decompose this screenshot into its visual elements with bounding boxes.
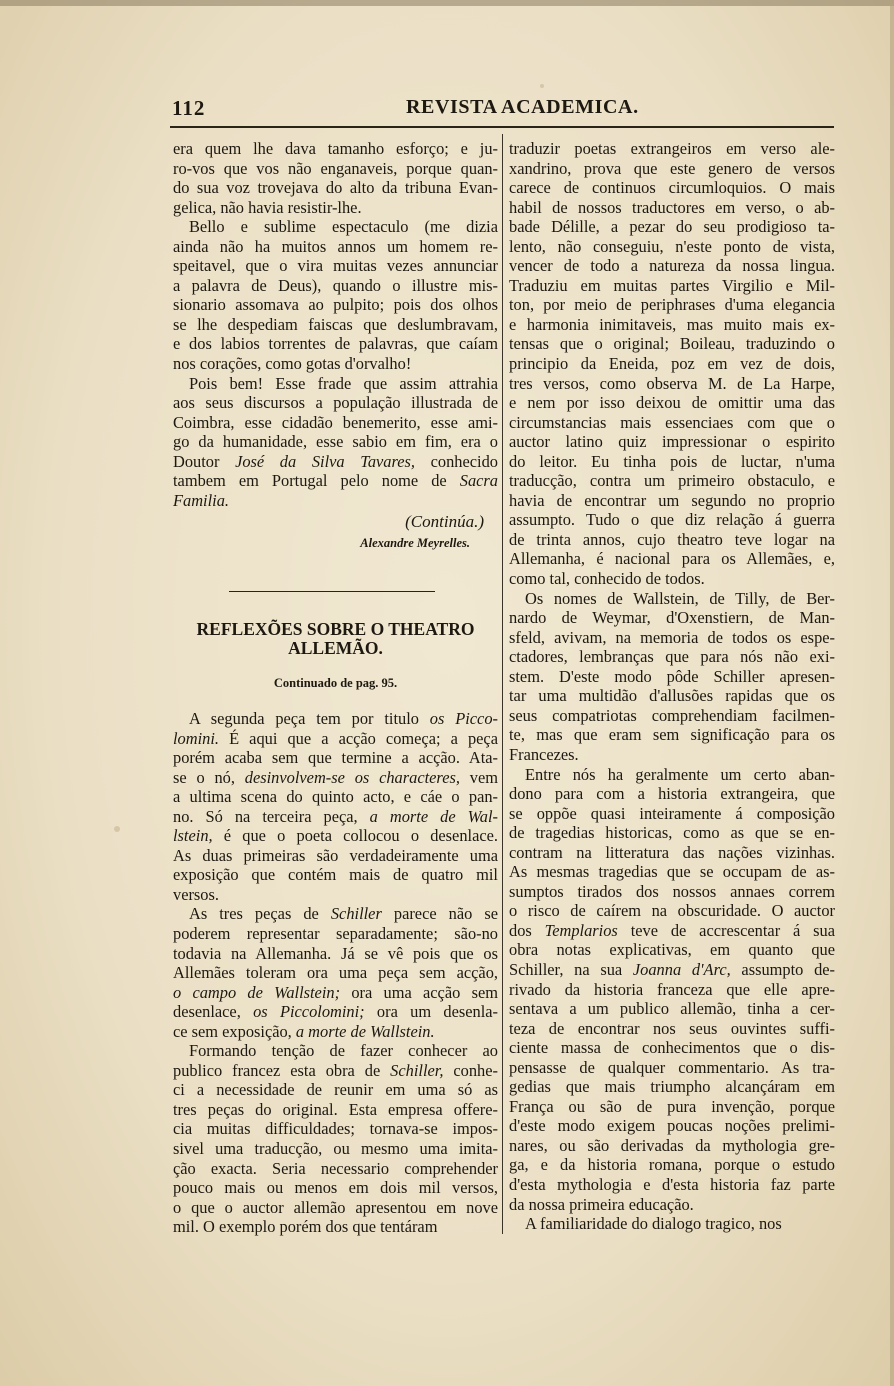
text-line: pensasse de qualquer commentario. As tra-: [509, 1057, 835, 1077]
paper-spot: [114, 826, 120, 832]
text-line: tres peças do original. Esta empresa offere-: [173, 1099, 498, 1119]
text-line: assumpto. Tudo o que diz relação á guerra: [509, 510, 835, 530]
text-line: França ou são de pura invenção, porque: [509, 1096, 835, 1116]
continuation-note: Continuado de pag. 95.: [273, 676, 398, 690]
text-line: sfeld, avivam, na memoria de todos os espe-: [509, 627, 835, 647]
text-line: de tragedias historicas, como as que se en-: [509, 823, 835, 843]
text-line: go da humanidade, esse sabio em fim, era o: [173, 432, 498, 452]
text-line: As duas primeiras são verdadeiramente uma: [173, 845, 498, 865]
text-line: de trinta annos, cujo theatro teve logar na: [509, 529, 835, 549]
text-line: ton, por meio de periphrases d'uma elegancia: [509, 295, 835, 315]
text-line: lento, não conseguiu, n'este ponto de vista,: [509, 236, 835, 256]
article-title: [173, 620, 498, 658]
text-line: o que o auctor allemão apresentou em nove: [173, 1197, 498, 1217]
text-line: Pois bem! Esse frade que assim attrahia: [189, 373, 498, 393]
text-line: nardo de Weymar, d'Oxenstiern, de Man-: [509, 608, 835, 628]
text-line: sivel uma traducção, ou mesmo uma imita-: [173, 1139, 498, 1159]
text-line: carece de continuos circumloquios. O mais: [509, 178, 835, 198]
text-line: traducção, contra um primeiro obstaculo, e: [509, 471, 835, 491]
text-line: versos.: [173, 884, 219, 904]
text-line: dos Templarios teve de accrescentar á sua: [509, 920, 835, 940]
text-line: aos seus discursos a população illustrada de: [173, 393, 498, 413]
text-line: habil de nossos traductores em verso, o ab-: [509, 197, 835, 217]
text-line: ctadores, lembranças que para nós não exi-: [509, 647, 835, 667]
text-line: e dos labios torrentes de palavras, que caíam: [173, 334, 498, 354]
page-edge-shadow: [0, 0, 894, 6]
text-line: todavia na Allemanha. Já se vê pois que os: [173, 943, 498, 963]
article-title-line-2: ALLEMÃO.: [288, 638, 383, 658]
text-line: sentava a um publico allemão, tinha a cer-: [509, 999, 835, 1019]
text-line: desenlace, os Piccolomini; ora um desenla-: [173, 1002, 498, 1022]
text-line: tar uma multidão d'allusões rapidas que os: [509, 686, 835, 706]
text-line: seus compatriotas comprehendiam facilmen-: [509, 705, 835, 725]
text-line: traduzir poetas extrangeiros em verso ale-: [509, 139, 835, 158]
running-head: REVISTA ACADEMICA.: [406, 96, 639, 118]
text-line: havia de encontrar um segundo no proprio: [509, 490, 835, 510]
text-line: lomini. É aqui que a acção começa; a peça: [173, 728, 498, 748]
text-line: se lhe despediam faiscas que deslumbravam,: [173, 314, 498, 334]
text-line: te, mas que eram sem significação para os: [509, 725, 835, 745]
text-line: principio da Eneida, poz em vez de dois,: [509, 354, 835, 374]
text-line: As tres peças de Schiller parece não se: [189, 904, 498, 924]
text-line: vencer de todo a natureza da nossa lingua.: [509, 256, 835, 276]
text-line: Os nomes de Wallstein, de Tilly, de Ber-: [525, 588, 835, 608]
text-line: contram na litteratura das nações vizinhas.: [509, 842, 835, 862]
text-line: era quem lhe dava tamanho esforço; e ju-: [173, 139, 498, 158]
text-line: teza de encontrar nos seus ouvintes suffi-: [509, 1018, 835, 1038]
text-line: Francezes.: [509, 744, 579, 764]
text-line: ci a necessidade de reunir em uma só as: [173, 1080, 498, 1100]
text-line: e harmonia inimitaveis, mas muito mais ex-: [509, 314, 835, 334]
text-line: obra notas explicativas, em quanto que: [509, 940, 835, 960]
page-edge-shadow-right: [890, 0, 894, 1386]
text-line: bade Délille, a pezar do seu prodigioso ta-: [509, 217, 835, 237]
text-line: As mesmas tragedias que se occupam de as-: [509, 862, 835, 882]
text-line: ção exacta. Seria necessario comprehender: [173, 1158, 498, 1178]
text-line: A familiaridade do dialogo tragico, nos: [525, 1214, 782, 1234]
text-line: Schiller, na sua Joanna d'Arc, assumpto de-: [509, 959, 835, 979]
text-line: no. Só na terceira peça, a morte de Wal-: [173, 806, 498, 826]
text-line: dono para com a historia extrangeira, que: [509, 784, 835, 804]
text-line: cia muitas difficuldades; tornava-se impos-: [173, 1119, 498, 1139]
text-line: Traduziu em muitas partes Virgilio e Mil-: [509, 275, 835, 295]
column-divider: [502, 134, 503, 1234]
text-line: a palavra de Deus), quando o illustre mis-: [173, 275, 498, 295]
article-title-line-1: REFLEXÕES SOBRE O THEATRO: [196, 619, 475, 639]
text-line: speitavel, que o vira muitas vezes annunciar: [173, 256, 498, 276]
text-line: se o nó, desinvolvem-se os characteres, vem: [173, 767, 498, 787]
text-line: mil. O exemplo porém dos que tentáram: [173, 1217, 438, 1237]
right-column: [509, 139, 835, 1234]
text-line: sumptos tirados dos nossos annaes correm: [509, 881, 835, 901]
text-line: da nossa primeira educação.: [509, 1194, 694, 1214]
left-column: [173, 139, 498, 552]
text-line: exposição que contém mais de quatro mil: [173, 865, 498, 885]
text-line: porém acaba sem que termine a acção. Ata-: [173, 748, 498, 768]
text-line: circumstancias mais essenciaes com que o: [509, 412, 835, 432]
text-line: a ultima scena do quinto acto, e cáe o pan-: [173, 787, 498, 807]
text-line: d'este modo exigem poucas noções prelimi-: [509, 1116, 835, 1136]
text-line: como tal, conhecido de todos.: [509, 569, 705, 589]
text-line: ciente massa de conhecimentos que o dis-: [509, 1038, 835, 1058]
text-line: tensas que o original; Boileau, traduzindo o: [509, 334, 835, 354]
page-number: 112: [172, 96, 206, 120]
text-line: Bello e sublime espectaculo (me dizia: [189, 217, 498, 237]
text-line: do leitor. Eu tinha pois de luctar, n'uma: [509, 451, 835, 471]
text-line: Allemães toleram ora uma peça sem acção,: [173, 963, 498, 983]
text-line: o campo de Wallstein; ora uma acção sem: [173, 982, 498, 1002]
text-line: Entre nós ha geralmente um certo aban-: [525, 764, 835, 784]
left-column-text: [173, 139, 498, 510]
text-line: d'esta mythologia e d'esta historia faz parte: [509, 1174, 835, 1194]
text-line: sionario assomava ao pulpito; pois dos olhos: [173, 295, 498, 315]
text-line: gedias que mais triumpho alcançáram em: [509, 1077, 835, 1097]
text-line: xandrino, prova que este genero de versos: [509, 158, 835, 178]
text-line: Coimbra, esse cidadão benemerito, esse ami-: [173, 412, 498, 432]
text-line: tambem em Portugal pelo nome de Sacra: [173, 471, 498, 491]
text-line: rivado da historia franceza que elle apre-: [509, 979, 835, 999]
text-line: gelica, não havia resistir-lhe.: [173, 197, 362, 217]
text-line: publico francez esta obra de Schiller, conhe-: [173, 1060, 498, 1080]
text-line: do sua voz trovejava do alto da tribuna Evan-: [173, 178, 498, 198]
text-line: poderem representar separadamente; são-no: [173, 924, 498, 944]
text-line: ro-vos que vos não enganaveis, porque quan-: [173, 158, 498, 178]
paper-spot: [540, 84, 544, 88]
text-line: e nem por isso deixou de omittir uma das: [509, 393, 835, 413]
text-line: Doutor José da Silva Tavares, conhecido: [173, 451, 498, 471]
text-line: A segunda peça tem por titulo os Picco-: [189, 709, 498, 728]
text-line: stem. D'este modo pôde Schiller apresen-: [509, 666, 835, 686]
article-separator: [229, 591, 435, 592]
text-line: ga, e da historia romana, porque o estudo: [509, 1155, 835, 1175]
text-line: tres versos, como observa M. de La Harpe,: [509, 373, 835, 393]
text-line: ce sem exposição, a morte de Wallstein.: [173, 1021, 435, 1041]
left-column-article: [173, 709, 498, 1237]
text-line: ainda não ha muitos annos um homem re-: [173, 236, 498, 256]
text-line: pouco mais ou menos em dois mil versos,: [173, 1178, 498, 1198]
author-signature: Alexandre Meyrelles.: [360, 536, 470, 551]
text-line: se oppõe quasi inteiramente á composição: [509, 803, 835, 823]
text-line: auctor latino quiz impressionar o espirito: [509, 432, 835, 452]
text-line: lstein, é que o poeta collocou o desenlace.: [173, 826, 498, 846]
text-line: nares, ou são derivadas da mythologia gre-: [509, 1135, 835, 1155]
header-rule: [170, 126, 834, 128]
continua-note: (Continúa.): [405, 512, 484, 532]
text-line: Formando tenção de fazer conhecer ao: [189, 1041, 498, 1061]
text-line: nos corações, como gotas d'orvalho!: [173, 354, 412, 374]
text-line: o risco de caírem na obscuridade. O auctor: [509, 901, 835, 921]
text-line: Familia.: [173, 490, 229, 510]
text-line: Allemanha, é nacional para os Allemães, e,: [509, 549, 835, 569]
